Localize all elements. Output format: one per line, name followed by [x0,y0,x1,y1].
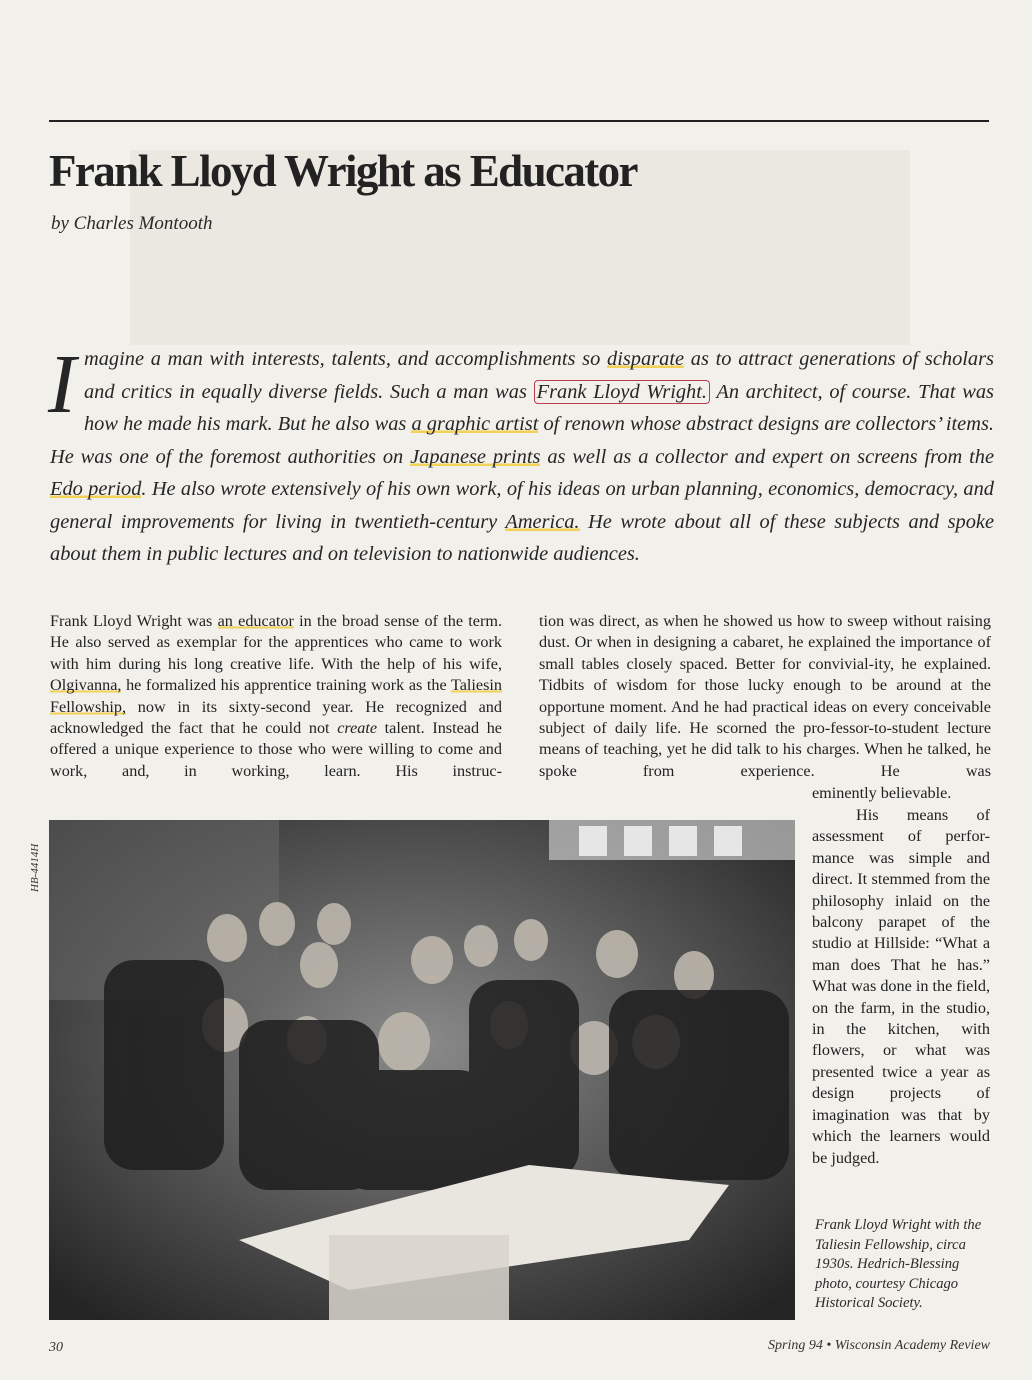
photo-caption: Frank Lloyd Wright with the Taliesin Fellowship, circa 1930s. Hedrich-Blessing photo, courtesy Chicago Historical Society. [815,1217,982,1311]
body-text: talent. Instead he offered a unique experience to those who were willing to come and work, and, in working, learn. His instruc- [50,719,502,780]
body-column-left [50,611,502,782]
highlight-graphic-artist: a graphic artist [411,413,539,435]
intro-text: as well as a collector and expert on screens from the [540,445,994,468]
intro-text: An architect, of course. That was how he made his mark. But he also was [83,380,994,435]
page-number: 30 [49,1340,63,1355]
highlight-disparate: disparate [607,348,685,370]
body-text: Frank Lloyd Wright was [50,612,218,630]
body-column-right-end: eminently believable. [812,784,952,802]
intro-text: of renown whose abstract designs are collectors’ items. He was one of the foremost authorities on [50,413,994,468]
side-label: HB-4414H [29,843,41,892]
highlight-taliesin: Taliesin Fellowship, [50,676,502,716]
byline: by Charles Montooth [51,213,213,234]
header-rule [49,120,989,122]
photo-illustration [49,820,795,1320]
running-footer: Spring 94 • Wisconsin Academy Review [768,1338,990,1353]
body-text: he formalized his apprentice training work as the [121,676,451,695]
body-text: now in its sixty-second year. He recognized and acknowledged the fact that he could not [50,697,502,738]
intro-text: He wrote about all of these subjects and spoke about them in public lectures and on television to nationwide audiences. [50,510,994,565]
body-column-narrow [812,805,990,1169]
highlight-educator: an educator [217,612,294,630]
highlight-america: America. [505,510,580,533]
highlight-japanese-prints: Japanese prints [410,445,541,468]
body-text: in the broad sense of the term. He also served as exemplar for the apprentices who came to work with him during his long creative life. With the help of his wife, [50,612,502,673]
emphasis-create: create [337,719,378,738]
fellowship-photo [49,820,795,1320]
article-title: Frank Lloyd Wright as Educator [49,146,637,196]
body-text: His means of assessment of perfor-mance was simple and direct. It stemmed from the philosophy inlaid on the balcony parapet of the studio at Hillside: “What a man does That he has.” What was done in the field, on the farm, in the studio, in the kitchen, with flowers, or what was presented twice a year as design projects of imagination was that by which the learners would be judged. [812,806,991,1167]
highlight-olgivanna: Olgivanna, [50,676,122,695]
drop-cap: I [48,338,76,431]
intro-text: as to attract generations of scholars and critics in equally diverse fields. Such a man was [83,348,994,403]
highlight-edo-period: Edo period [50,478,142,500]
intro-text: magine a man with interests, talents, and accomplishments so [83,348,608,370]
intro-text: . He also wrote extensively of his own work, of his ideas on urban planning, economics, democracy, and general improvements for living in twentieth-century [50,478,994,533]
intro-paragraph [48,338,994,571]
body-column-right: tion was direct, as when he showed us how to sweep without raising dust. Or when in designing a cabaret, he explained the importance of small tables closely spaced. Better for convivial-ity, he explained. Tidbits of wisdom for those lucky enough to be around at the opportune moment. And he had practical ideas on every conceivable subject of daily life. He scorned the pro-fessor-to-student lecture means of teaching, yet he did talk to his charges. When he talked, he spoke from experience. He was [539,612,991,780]
boxed-frank-lloyd-wright: Frank Lloyd Wright. [534,380,710,404]
